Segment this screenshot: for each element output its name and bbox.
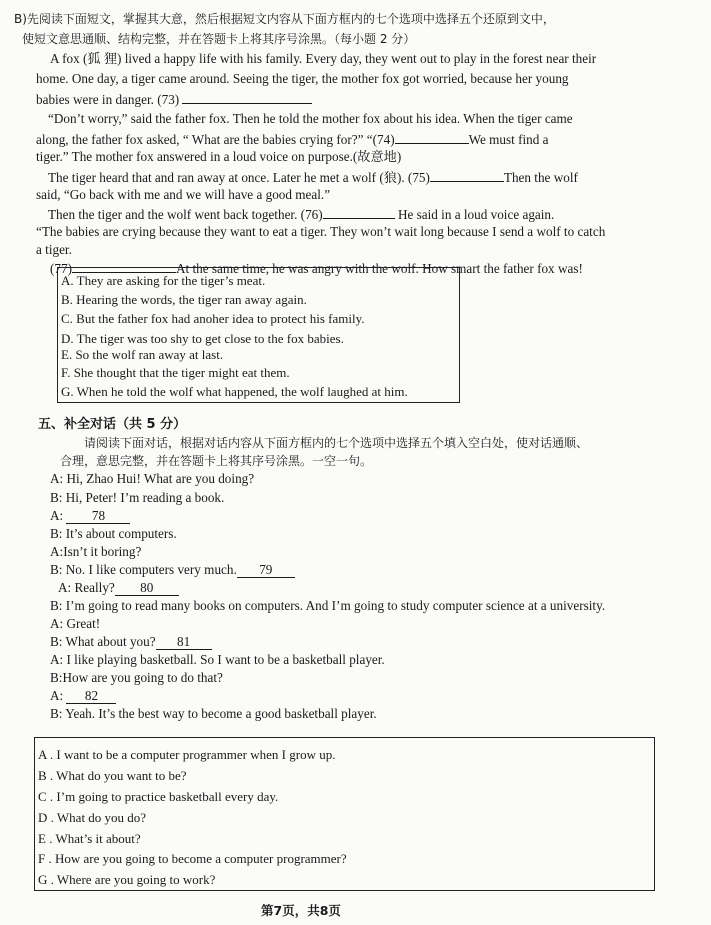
passage-line: A fox (狐 狸) lived a happy life with his family. Every day, they went out to play in the forest near their [50,51,597,66]
answer-blank-78[interactable]: 78 [66,509,130,524]
section-5-instruction: 请阅读下面对话，根据对话内容从下面方框内的七个选项中选择五个填入空白处，使对话通顺、 [84,436,589,450]
passage-option: G. When he told the wolf what happened, the wolf laughed at him. [61,384,408,399]
passage-option: F. She thought that the tiger might eat them. [61,365,290,380]
passage-line: tiger.” The mother fox answered in a loud voice on purpose.(故意地) [36,149,402,164]
section-b-instruction: 使短文意思通顺、结构完整，并在答题卡上将其序号涂黑。（每小题 2 分） [22,32,416,46]
dialogue-line: B:How are you going to do that? [50,670,223,685]
dialogue-line: A: I like playing basketball. So I want to be a basketball player. [50,652,385,667]
dialogue-option: D . What do you do? [38,810,147,825]
dialogue-line: A: 82 [50,687,116,705]
passage-line: babies were in danger. (73) [36,90,312,109]
dialogue-line: A: Hi, Zhao Hui! What are you doing? [50,471,255,486]
passage-option: B. Hearing the words, the tiger ran away again. [61,292,307,307]
dialogue-line: B: Hi, Peter! I’m reading a book. [50,490,225,505]
passage-option: D. The tiger was too shy to get close to the fox babies. [61,331,344,346]
dialogue-option: E . What’s it about? [38,831,141,846]
dialogue-line: A:Isn’t it boring? [50,544,142,559]
answer-blank-73[interactable] [182,90,312,104]
answer-blank-79[interactable]: 79 [237,563,295,578]
answer-blank-74[interactable] [395,130,469,144]
answer-blank-81[interactable]: 81 [156,635,212,650]
passage-line: “The babies are crying because they want to eat a tiger. They won’t wait long because I send a wolf to catch [36,224,606,239]
passage-option: A. They are asking for the tiger’s meat. [61,273,266,288]
dialogue-line: A: Really? 80 [58,579,179,597]
dialogue-line: B: I’m going to read many books on computers. And I’m going to study computer science at a university. [50,598,606,613]
dialogue-option: G . Where are you going to work? [38,872,216,887]
dialogue-line: B: What about you? 81 [50,633,212,651]
page-number: 第7页，共8页 [261,903,341,918]
dialogue-line: A: 78 [50,507,130,525]
dialogue-line: B: It’s about computers. [50,526,177,541]
passage-option: C. But the father fox had anoher idea to protect his family. [61,311,365,326]
answer-blank-76[interactable] [323,205,395,219]
passage-line: home. One day, a tiger came around. Seeing the tiger, the mother fox got worried, because her young [36,71,569,86]
dialogue-line: B: No. I like computers very much. 79 [50,561,295,579]
section-5-instruction: 合理，意思完整，并在答题卡上将其序号涂黑。一空一句。 [60,454,373,468]
section-b-instruction: B)先阅读下面短文，掌握其大意，然后根据短文内容从下面方框内的七个选项中选择五个还原到文中， [14,12,555,26]
passage-line: along, the father fox asked, “ What are the babies crying for?” “(74) We must find a [36,132,549,147]
answer-blank-80[interactable]: 80 [115,581,179,596]
answer-blank-75[interactable] [430,168,504,182]
dialogue-option: F . How are you going to become a computer programmer? [38,851,347,866]
dialogue-option: B . What do you want to be? [38,768,187,783]
dialogue-option: C . I’m going to practice basketball every day. [38,789,279,804]
passage-line: (77) At the same time, he was angry with the wolf. How smart the father fox was! [50,261,583,276]
passage-line: said, “Go back with me and we will have a good meal.” [36,187,331,202]
passage-option: E. So the wolf ran away at last. [61,347,224,362]
dialogue-line: B: Yeah. It’s the best way to become a good basketball player. [50,706,377,721]
section-5-heading: 五、补全对话（共 5 分） [38,417,187,432]
passage-line: “Don’t worry,” said the father fox. Then he told the mother fox about his idea. When the tiger came [48,111,573,126]
passage-line: a tiger. [36,242,72,257]
dialogue-line: A: Great! [50,616,101,631]
answer-blank-82[interactable]: 82 [66,689,116,704]
passage-line: Then the tiger and the wolf went back together. (76) He said in a loud voice again. [48,207,555,222]
dialogue-option: A . I want to be a computer programmer when I grow up. [38,747,336,762]
passage-line: The tiger heard that and ran away at once. Later he met a wolf (狼). (75) Then the wolf [48,170,578,185]
